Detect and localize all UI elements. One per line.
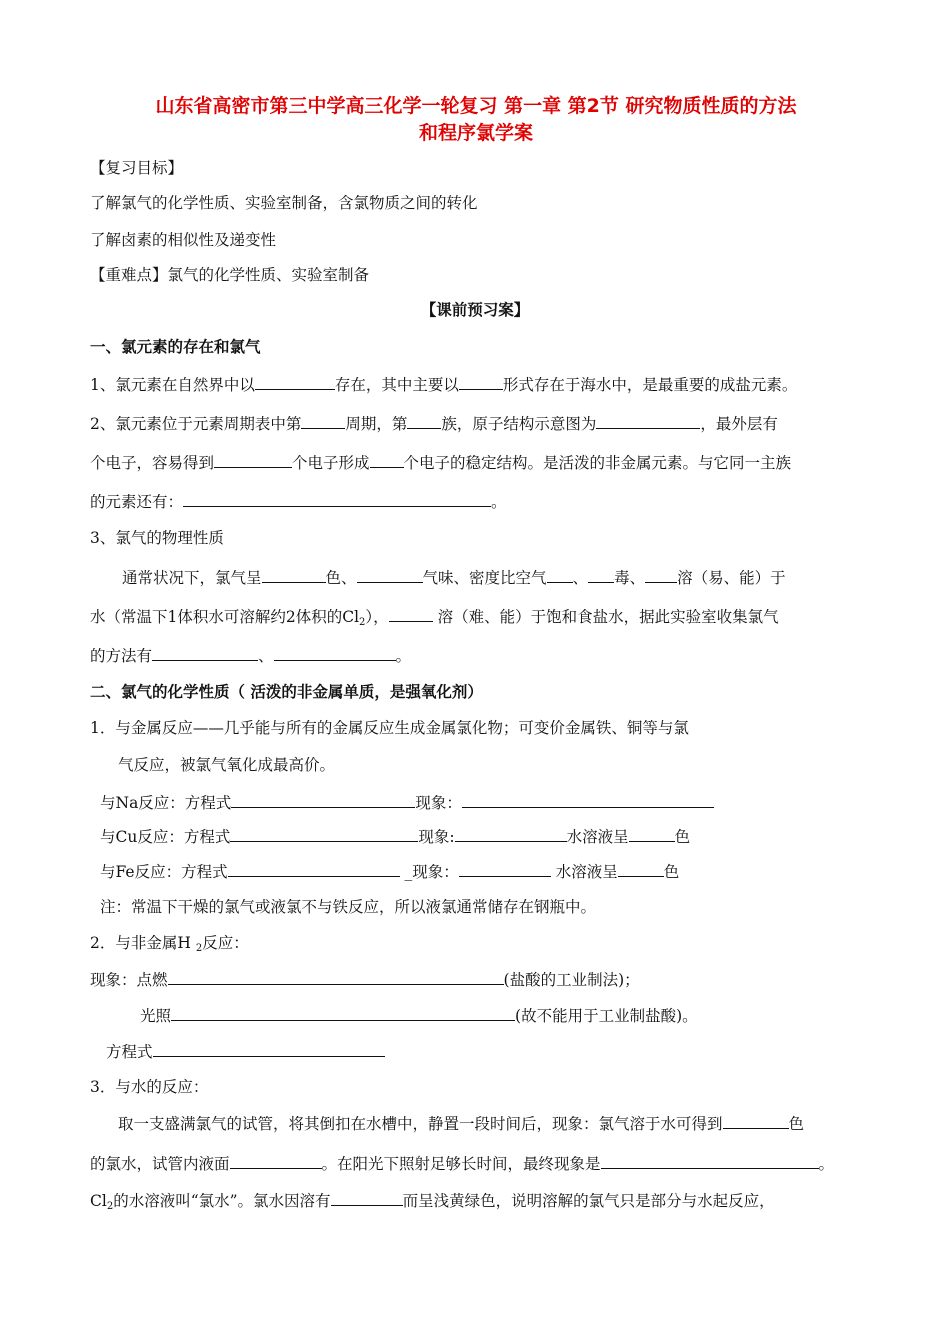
- title-line-1: 山东省高密市第三中学高三化学一轮复习 第一章 第2节 研究物质性质的方法: [155, 95, 797, 117]
- document-title: [90, 93, 862, 147]
- blank[interactable]: [230, 826, 418, 842]
- question-3-line-1: 通常状况下，氯气呈 色、 气味、密度比空气 、 毒、 溶（易、能）于: [122, 569, 786, 587]
- blank[interactable]: [171, 1005, 515, 1021]
- blank[interactable]: [462, 792, 714, 808]
- question-2-line-2: 个电子，容易得到 个电子形成 个电子的稳定结构。是活泼的非金属元素。与它同一主族: [90, 454, 792, 472]
- water-reaction-line-2: 的氯水，试管内液面 。在阳光下照射足够长时间，最终现象是 。: [90, 1155, 835, 1173]
- blank[interactable]: [596, 413, 700, 429]
- h2-light: 光照 (故不能用于工业制盐酸)。: [140, 1007, 698, 1025]
- blank[interactable]: [645, 567, 677, 583]
- blank[interactable]: [547, 567, 573, 583]
- water-reaction-line-3: $Cl_2$的水溶液叫“氯水”。氯水因溶有 而呈浅黄绿色，说明溶解的氯气只是部分与水起反应，: [90, 1192, 775, 1212]
- blank[interactable]: [274, 645, 396, 661]
- note: 注：常温下干燥的氯气或液氯不与铁反应，所以液氯通常储存在钢瓶中。: [100, 898, 597, 916]
- water-reaction-line-1: 取一支盛满氯气的试管，将其倒扣在水槽中，静置一段时间后，现象：氯气溶于水可得到 色: [118, 1115, 805, 1133]
- blank[interactable]: [255, 374, 335, 390]
- blank[interactable]: [588, 567, 614, 583]
- blank[interactable]: [601, 1153, 819, 1169]
- question-3-heading: 3、氯气的物理性质: [90, 529, 224, 547]
- blank[interactable]: [152, 645, 258, 661]
- blank[interactable]: [183, 491, 491, 507]
- goal-2: 了解卤素的相似性及递变性: [90, 231, 277, 249]
- blank[interactable]: [455, 826, 567, 842]
- blank[interactable]: [301, 413, 345, 429]
- blank[interactable]: [407, 413, 441, 429]
- blank[interactable]: [459, 861, 551, 877]
- section-1-heading: 一、氯元素的存在和氯气: [90, 338, 261, 356]
- question-2-line-1: 2、氯元素位于元素周期表中第 周期，第 族，原子结构示意图为 ，最外层有: [90, 415, 778, 433]
- na-reaction: 与Na反应：方程式 现象：: [100, 792, 714, 813]
- blank[interactable]: [459, 374, 503, 390]
- h2-equation: 方程式: [106, 1041, 385, 1062]
- blank[interactable]: [231, 792, 415, 808]
- blank[interactable]: [331, 1190, 403, 1206]
- h2-reaction-heading: 2．与非金属H $_2$反应：: [90, 934, 249, 954]
- blank[interactable]: [228, 861, 400, 877]
- question-1: 1、氯元素在自然界中以 存在，其中主要以 形式存在于海水中，是最重要的成盐元素。: [90, 376, 798, 394]
- question-2-line-3: 的元素还有： 。: [90, 493, 507, 511]
- blank[interactable]: [153, 1041, 385, 1057]
- h2-ignite: 现象：点燃 (盐酸的工业制法)；: [90, 971, 640, 989]
- blank[interactable]: [389, 606, 433, 622]
- question-3-line-3: 的方法有 、 。: [90, 647, 412, 665]
- blank[interactable]: [618, 861, 664, 877]
- cu-reaction: 与Cu反应：方程式 现象: 水溶液呈 色: [100, 828, 691, 846]
- title-line-2: 和程序氯学案: [418, 122, 533, 144]
- blank[interactable]: [357, 567, 423, 583]
- goal-1: 了解氯气的化学性质、实验室制备，含氯物质之间的转化: [90, 194, 478, 212]
- metal-reaction-line-2: 气反应，被氯气氧化成最高价。: [118, 756, 336, 774]
- metal-reaction-line-1: 1．与金属反应——几乎能与所有的金属反应生成金属氯化物；可变价金属铁、铜等与氯: [90, 719, 689, 737]
- question-3-line-2: 水（常温下1体积水可溶解约2体积的$Cl_2$）， 溶（难、能）于饱和食盐水，据此实验室收集氯气: [90, 608, 779, 628]
- blank[interactable]: [214, 452, 292, 468]
- blank[interactable]: [370, 452, 404, 468]
- water-reaction-heading: 3．与水的反应：: [90, 1078, 209, 1096]
- heading-review-goals: 【复习目标】: [90, 159, 184, 177]
- blank[interactable]: [230, 1153, 322, 1169]
- blank[interactable]: [262, 567, 326, 583]
- blank[interactable]: [723, 1113, 789, 1129]
- section-preview-heading: 【课前预习案】: [420, 301, 530, 319]
- key-points: 【重难点】氯气的化学性质、实验室制备: [90, 266, 370, 284]
- fe-reaction: 与Fe反应：方程式 _现象： 水溶液呈 色: [100, 863, 680, 881]
- section-2-heading: 二、氯气的化学性质（ 活泼的非金属单质，是强氧化剂）: [90, 683, 483, 701]
- blank[interactable]: [629, 826, 675, 842]
- blank[interactable]: [168, 969, 504, 985]
